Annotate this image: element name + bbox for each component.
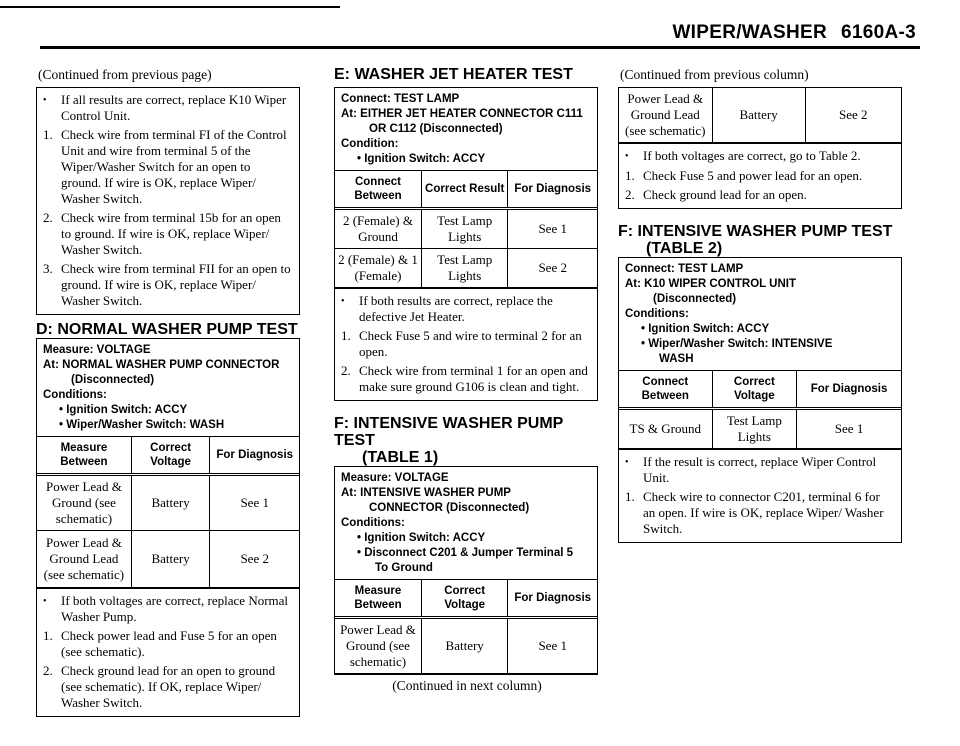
table-row: Power Lead & Ground (see schematic) Battery See 1 [37,475,299,531]
continued-list-box [36,87,300,315]
list-item: • If all results are correct, replace K10 Wiper Control Unit. [43,92,287,123]
section-e-title: E: WASHER JET HEATER TEST [334,66,573,83]
continued-table-box [618,87,902,209]
table-header: For Diagnosis [508,171,597,209]
section-e-box [334,87,598,401]
test-spec: Measure: VOLTAGE At: NORMAL WASHER PUMP CONNECTOR (Disconnected) Conditions: • Ignition Switch: ACCY • Wiper/Washer Switch: WASH [43,344,280,431]
list-item: 1. Check wire to connector C201, terminal 6 for an open. If wire is OK, replace Wiper/ Washer Switch. [625,489,884,536]
continued-note: (Continued in next column) [392,678,542,693]
table-header: Correct Voltage [421,580,507,618]
diagnosis-table [619,88,901,143]
test-spec: Connect: TEST LAMP At: K10 WIPER CONTROL UNIT (Disconnected) Conditions: • Ignition Switch: ACCY • Wiper/Washer Switch: INTENSIVE WASH [625,263,833,365]
table-header: Correct Voltage [131,437,210,475]
list-item: 2. Check wire from terminal 15b for an open to ground. If wire is OK, replace Wiper/ Washer Switch. [43,210,281,257]
list-item: 1. Check power lead and Fuse 5 for an open (see schematic). [43,628,277,659]
section-d-title: D: NORMAL WASHER PUMP TEST [36,321,298,338]
list-item: 2. Check ground lead for an open to ground (see schematic). If OK, replace Wiper/ Washer Switch. [43,663,276,710]
table-row: Power Lead & Ground Lead (see schematic) Battery See 2 [619,88,901,143]
table-row: 2 (Female) & Ground Test Lamp Lights See 1 [335,209,597,249]
table-header: For Diagnosis [797,371,901,409]
table-header: For Diagnosis [508,580,597,618]
diagnosis-list [619,143,901,208]
header-title: WIPER/WASHER [672,22,828,43]
test-spec: Measure: VOLTAGE At: INTENSIVE WASHER PUMP CONNECTOR (Disconnected) Conditions: • Ignition Switch: ACCY • Disconnect C201 & Jumper Terminal 5 To Ground [341,472,573,574]
diagnosis-table [619,370,901,449]
diagnosis-list [335,288,597,400]
list-item: 2. Check wire from terminal 1 for an open and make sure ground G106 is clean and tight. [341,363,588,394]
continued-note: (Continued from previous column) [620,67,809,82]
continued-note: (Continued from previous page) [38,67,212,82]
diagnosis-list [37,588,299,716]
section-f1-box [334,466,598,675]
diagnosis-table [335,170,597,288]
page-header [672,22,916,44]
header-page-number: 6160A-3 [841,22,916,43]
list-item: 3. Check wire from terminal FII for an open to ground. If wire is OK, replace Wiper/ Washer Switch. [43,261,291,308]
diagnosis-table [335,579,597,674]
list-item: 1. Check Fuse 5 and power lead for an open. [625,168,863,183]
table-row: 2 (Female) & 1 (Female) Test Lamp Lights See 2 [335,249,597,288]
section-f2-title: F: INTENSIVE WASHER PUMP TEST (TABLE 2) [618,223,893,257]
diagnosis-table [37,436,299,588]
section-f1-title: F: INTENSIVE WASHER PUMP TEST (TABLE 1) [334,415,564,466]
list-item: 2. Check ground lead for an open. [625,187,807,202]
table-row: Power Lead & Ground (see schematic) Battery See 1 [335,618,597,674]
diagnosis-list [37,88,299,314]
test-spec: Connect: TEST LAMP At: EITHER JET HEATER CONNECTOR C111 OR C112 (Disconnected) Condition: • Ignition Switch: ACCY [341,93,583,165]
list-item: • If both voltages are correct, go to Table 2. [625,148,861,163]
list-item: 1. Check Fuse 5 and wire to terminal 2 for an open. [341,328,582,359]
header-rule [40,46,920,49]
table-row: Power Lead & Ground Lead (see schematic) Battery See 2 [37,531,299,588]
table-header: Measure Between [37,437,131,475]
section-d-box [36,338,300,717]
table-header: Correct Result [421,171,507,209]
table-header: Connect Between [619,371,712,409]
column-3 [618,66,902,549]
table-header: Connect Between [335,171,421,209]
list-item: • If the result is correct, replace Wiper Control Unit. [625,454,877,485]
list-item: • If both results are correct, replace the defective Jet Heater. [341,293,553,324]
list-item: • If both voltages are correct, replace Normal Washer Pump. [43,593,289,624]
diagnosis-list [619,449,901,542]
table-header: Correct Voltage [712,371,797,409]
list-item: 1. Check wire from terminal FI of the Control Unit and wire from terminal 5 of the Wiper/Washer Switch for an open to ground. If wire is OK, replace Wiper/ Washer Switch. [43,127,287,206]
column-1 [36,66,300,723]
table-row: TS & Ground Test Lamp Lights See 1 [619,409,901,449]
top-rule [0,6,340,8]
table-header: Measure Between [335,580,421,618]
section-f2-box [618,257,902,543]
table-header: For Diagnosis [210,437,299,475]
column-2 [334,66,598,698]
